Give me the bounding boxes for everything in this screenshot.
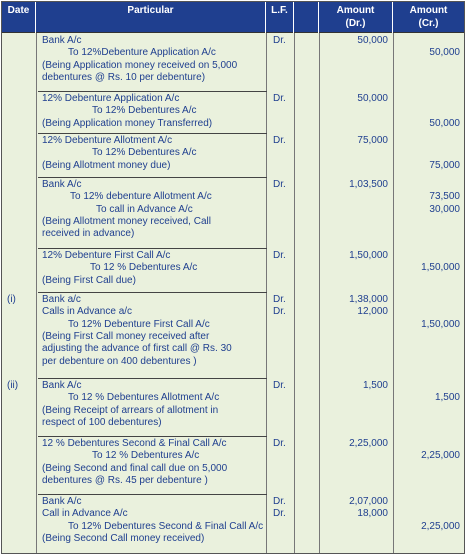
header-amount-cr: Amount (Cr.) [409, 5, 448, 29]
particular-line: To 12% Debentures Second & Final Call A/c [68, 520, 264, 532]
particular-line: Bank A/c [42, 35, 82, 46]
particular-line: received in advance) [42, 228, 135, 240]
particular-line: To 12% Debenture First Call A/c [68, 318, 210, 330]
entry-separator [38, 91, 267, 92]
entry-separator [38, 177, 267, 178]
particular-line: adjusting the advance of first call @ Rs. 30 [42, 343, 232, 355]
dr-label: Dr. [273, 380, 286, 391]
particular-line: 12% Debenture First Call A/c [42, 250, 171, 261]
amount-dr: 12,000 [357, 306, 388, 318]
column-divider [36, 33, 37, 553]
dr-label: Dr. [273, 35, 286, 46]
amount-cr: 30,000 [429, 203, 460, 215]
header-lf: L.F. [266, 2, 294, 33]
column-divider [393, 33, 394, 553]
header-amount-dr: Amount (Dr.) [319, 2, 393, 33]
particular-line: Call in Advance A/c [42, 508, 128, 520]
particular-line: Calls in Advance a/c [42, 306, 133, 318]
amount-cr: 50,000 [429, 117, 460, 129]
particular-line: (Being Allotment money received, Call [42, 215, 211, 227]
particular-line: 12% Debenture Allotment A/c [42, 135, 173, 146]
particular-line: To 12% debenture Allotment A/c [70, 191, 212, 203]
particular-line: (Being Second Call money received) [42, 532, 205, 544]
amount-dr: 18,000 [357, 508, 388, 520]
amount-cr: 2,25,000 [421, 520, 460, 532]
entry-separator [38, 248, 267, 249]
amount-cr: 1,50,000 [421, 262, 460, 274]
amount-dr: 50,000 [357, 93, 388, 104]
dr-label: Dr. [273, 306, 286, 318]
entry-separator [38, 378, 267, 379]
dr-label: Dr. [273, 93, 286, 104]
column-divider [319, 33, 320, 553]
amount-cr: 2,25,000 [421, 450, 460, 462]
column-divider [294, 33, 295, 553]
entry-separator [38, 436, 267, 437]
amount-dr: 1,38,000 [349, 294, 388, 305]
particular-line: 12% Debenture Application A/c [42, 93, 180, 104]
header-dr-label-spacer [294, 2, 319, 33]
entry-date: (ii) [7, 380, 19, 391]
amount-dr: 2,25,000 [349, 438, 388, 449]
amount-cr: 75,000 [429, 159, 460, 171]
particular-line: (Being Receipt of arrears of allotment in [42, 404, 219, 416]
entry-date: (i) [7, 294, 16, 305]
particular-line: respect of 100 debentures) [42, 416, 162, 428]
amount-cr: 1,500 [434, 392, 460, 404]
particular-line: (Being Application money received on 5,000 [42, 59, 238, 71]
particular-line: debentures @ Rs. 45 per debenture ) [42, 474, 208, 486]
particular-line: To 12%Debenture Application A/c [68, 47, 216, 59]
amount-dr: 50,000 [357, 35, 388, 46]
particular-line: Bank a/c [42, 294, 81, 305]
particular-line: (Being Allotment money due) [42, 159, 171, 171]
dr-label: Dr. [273, 294, 286, 305]
particular-line: 12 % Debentures Second & Final Call A/c [42, 438, 227, 449]
header-particular: Particular [36, 2, 266, 33]
amount-cr: 50,000 [429, 47, 460, 59]
particular-line: Bank A/c [42, 179, 82, 190]
entry-separator [38, 292, 267, 293]
particular-line: To call in Advance A/c [96, 203, 193, 215]
amount-dr: 1,50,000 [349, 250, 388, 261]
dr-label: Dr. [273, 438, 286, 449]
amount-cr: 1,50,000 [421, 318, 460, 330]
entry-separator [38, 133, 267, 134]
amount-cr: 73,500 [429, 191, 460, 203]
header-date: Date [2, 2, 36, 33]
particular-line: To 12 % Debentures Allotment A/c [68, 392, 220, 404]
particular-line: (Being Application money Transferred) [42, 117, 213, 129]
entry-separator [38, 494, 267, 495]
particular-line: To 12% Debentures A/c [92, 105, 197, 117]
column-divider [266, 33, 267, 553]
dr-label: Dr. [273, 250, 286, 261]
particular-line: Bank A/c [42, 496, 82, 507]
amount-dr: 1,500 [362, 380, 388, 391]
dr-label: Dr. [273, 508, 286, 520]
amount-dr: 1,03,500 [349, 179, 388, 190]
amount-dr: 2,07,000 [349, 496, 388, 507]
particular-line: per debenture on 400 debentures ) [42, 355, 197, 367]
dr-label: Dr. [273, 135, 286, 146]
journal-table [1, 1, 465, 554]
dr-label: Dr. [273, 496, 286, 507]
dr-label: Dr. [273, 179, 286, 190]
amount-dr: 75,000 [357, 135, 388, 146]
particular-line: To 12% Debentures A/c [92, 147, 197, 159]
particular-line: (Being Second and final call due on 5,000 [42, 462, 228, 474]
particular-line: Bank A/c [42, 380, 82, 391]
particular-line: (Being First Call money received after [42, 330, 210, 342]
particular-line: debentures @ Rs. 10 per debenture) [42, 71, 206, 83]
particular-line: (Being First Call due) [42, 274, 136, 286]
table-header [2, 2, 464, 33]
particular-line: To 12 % Debentures A/c [92, 450, 200, 462]
particular-line: To 12 % Debentures A/c [90, 262, 198, 274]
